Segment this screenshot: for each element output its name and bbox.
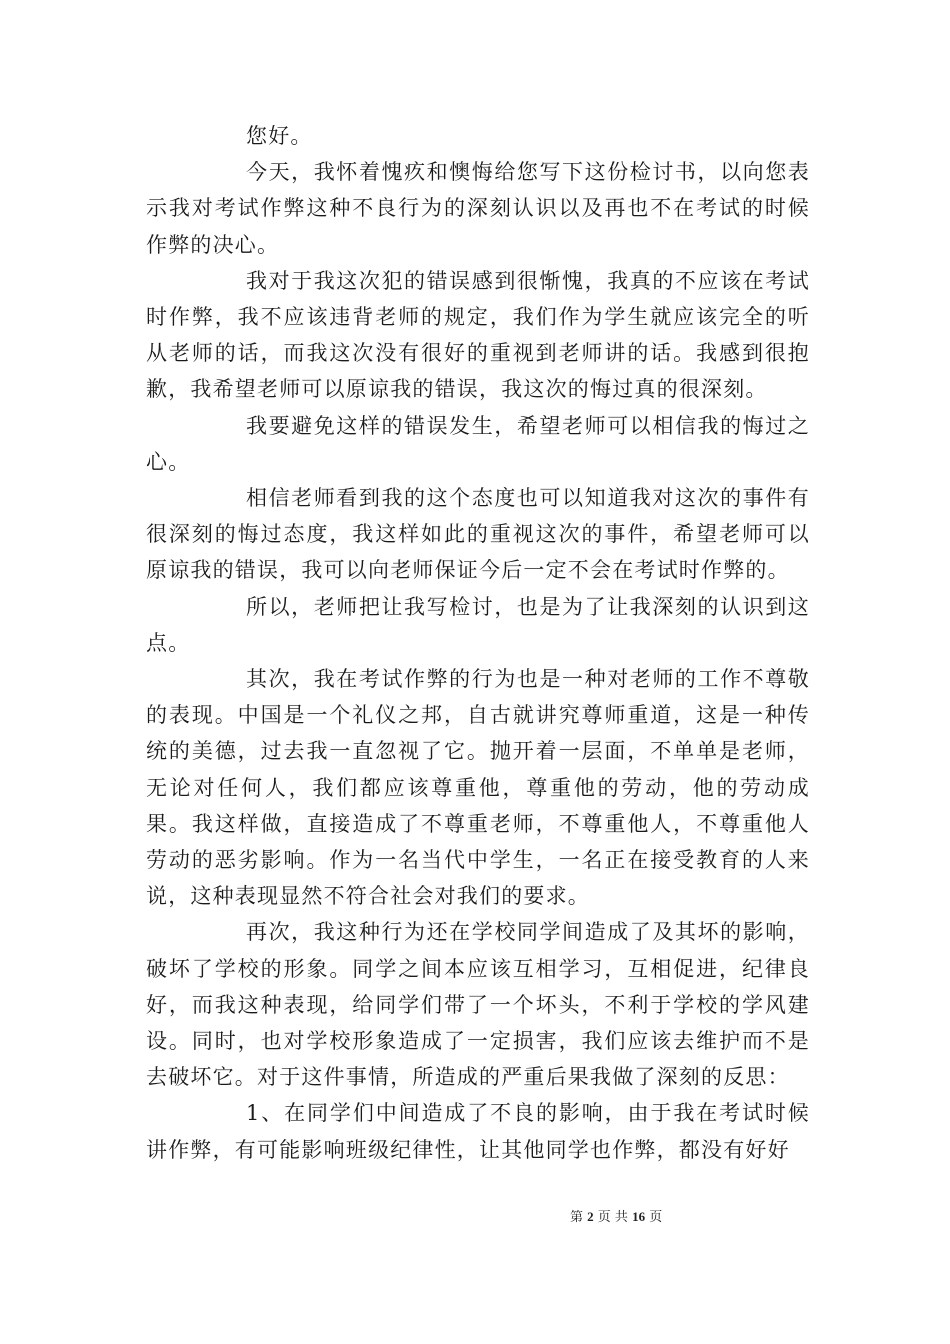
- footer-current-page: 2: [587, 1209, 594, 1224]
- page-number-footer: [0, 1206, 950, 1225]
- paragraph-avoid-mistake: 我要避免这样的错误发生，希望老师可以相信我的悔过之心。: [146, 413, 810, 474]
- paragraph-attitude: 相信老师看到我的这个态度也可以知道我对这次的事件有很深刻的悔过态度，我这样如此的重视这次的事件，希望老师可以原谅我的错误，我可以向老师保证今后一定不会在考试时作弊的。: [146, 486, 810, 583]
- paragraph-greeting: 您好。: [246, 124, 313, 148]
- paragraph-secondly: 其次，我在考试作弊的行为也是一种对老师的工作不尊敬的表现。中国是一个礼仪之邦，自古就讲究尊师重道，这是一种传统的美德，过去我一直忽视了它。抛开着一层面，不单单是老师，无论对任何人，我们都应该尊重他，尊重他的劳动，他的劳动成果。我这样做，直接造成了不尊重老师，不尊重他人，不尊重他人劳动的恶劣影响。作为一名当代中学生，一名正在接受教育的人来说，这种表现显然不符合社会对我们的要求。: [146, 667, 810, 909]
- paragraph-therefore: 所以，老师把让我写检讨，也是为了让我深刻的认识到这点。: [146, 594, 810, 655]
- paragraph-point-1: 1、在同学们中间造成了不良的影响，由于我在考试时候讲作弊，有可能影响班级纪律性，让其他同学也作弊，都没有好好: [146, 1101, 810, 1162]
- paragraph-intro: 今天，我怀着愧疚和懊悔给您写下这份检讨书，以向您表示我对考试作弊这种不良行为的深刻认识以及再也不在考试的时候作弊的决心。: [146, 160, 810, 257]
- footer-total-pages: 16: [632, 1209, 646, 1224]
- footer-suffix: 页: [649, 1210, 663, 1225]
- footer-middle: 页 共: [597, 1210, 628, 1225]
- document-body: [146, 118, 810, 1168]
- paragraph-thirdly: 再次，我这种行为还在学校同学间造成了及其坏的影响，破坏了学校的形象。同学之间本应该互相学习，互相促进，纪律良好，而我这种表现，给同学们带了一个坏头，不利于学校的学风建设。同时，也对学校形象造成了一定损害，我们应该去维护而不是去破坏它。对于这件事情，所造成的严重后果我做了深刻的反思：: [146, 920, 810, 1090]
- footer-prefix: 第: [570, 1210, 584, 1225]
- paragraph-remorse: 我对于我这次犯的错误感到很惭愧，我真的不应该在考试时作弊，我不应该违背老师的规定，我们作为学生就应该完全的听从老师的话，而我这次没有很好的重视到老师讲的话。我感到很抱歉，我希望老师可以原谅我的错误，我这次的悔过真的很深刻。: [146, 268, 810, 402]
